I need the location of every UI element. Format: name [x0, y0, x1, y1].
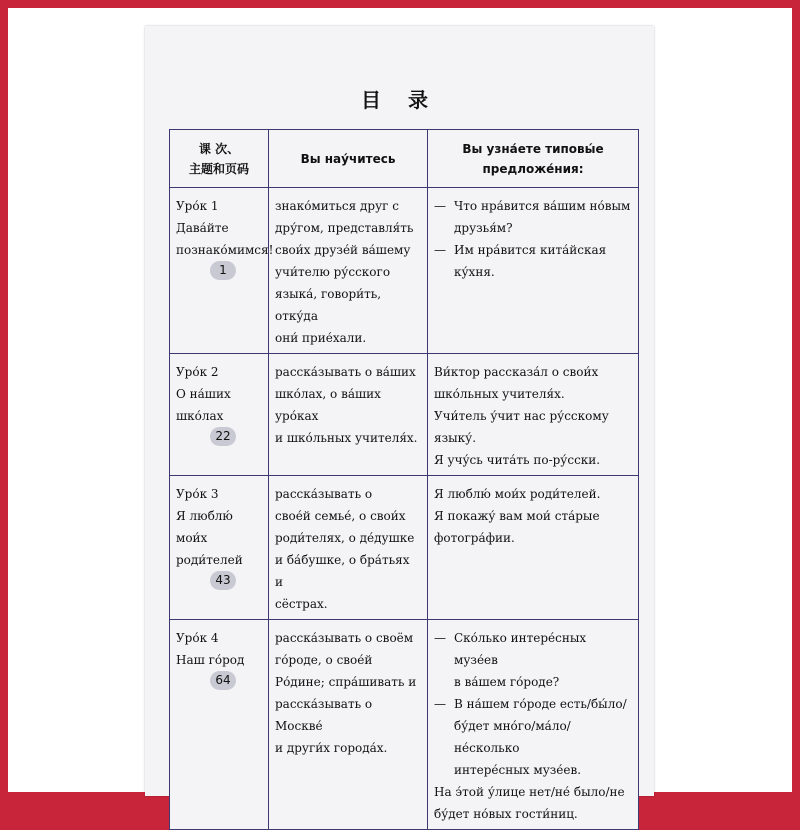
example-text: в ва́шем го́роде? [454, 675, 560, 689]
lesson-cell [170, 188, 274, 354]
header-skills: Вы нау́читесь [269, 130, 428, 188]
lesson-cell [170, 620, 269, 830]
example-text: Ско́лько интере́сных музе́ев [454, 631, 587, 667]
example-text: бу́дет мно́го/ма́ло/не́сколько [454, 719, 571, 755]
lesson-number: Уро́к 3 [176, 487, 219, 501]
skills-line: расска́зывать о [275, 487, 373, 501]
example-text: ку́хня. [454, 265, 495, 279]
lesson-title-line: Я люблю́ мои́х [176, 509, 233, 545]
example-line [434, 427, 632, 449]
example-line [434, 483, 632, 505]
lesson-title-line: шко́лах [176, 409, 224, 423]
example-text: Что нра́вится ва́шим но́вым [454, 199, 631, 213]
lesson-title-line: Наш го́род [176, 653, 245, 667]
dash-marker: — [434, 697, 446, 711]
lesson-row [170, 188, 639, 354]
lesson-title-line: познако́мимся! [176, 243, 274, 257]
examples-cell [428, 620, 639, 830]
dash-marker: — [434, 199, 446, 213]
example-line [434, 627, 632, 671]
skills-line: они́ прие́хали. [275, 331, 367, 345]
lesson-cell [170, 476, 269, 620]
skills-cell [269, 354, 428, 476]
example-line [434, 759, 632, 781]
contents-table [169, 129, 639, 830]
skills-line: и ба́бушке, о бра́тьях и [275, 553, 410, 589]
skills-line: расска́зывать о своём [275, 631, 414, 645]
header-examples-line: Вы узна́ете типовы́е [462, 141, 604, 156]
skills-line: и шко́льных учителя́х. [275, 431, 418, 445]
skills-cell [269, 620, 428, 830]
page-number-badge: 1 [210, 261, 236, 280]
example-text: интере́сных музе́ев. [454, 763, 582, 777]
skills-line: языка́, говори́ть, отку́да [275, 287, 382, 323]
dash-marker [434, 217, 454, 239]
lesson-number: Уро́к 1 [176, 199, 219, 213]
skills-line: расска́зывать о Москве́ [275, 697, 373, 733]
dash-marker: — [434, 243, 446, 257]
example-text: шко́льных учителя́х. [434, 387, 565, 401]
example-text: Я люблю́ мои́х роди́телей. [434, 487, 601, 501]
example-line [434, 803, 632, 825]
header-examples [428, 130, 639, 188]
lesson-number: Уро́к 4 [176, 631, 219, 645]
lesson-title-line: роди́телей [176, 553, 243, 567]
example-line [434, 715, 632, 759]
dash-marker [434, 715, 454, 759]
page-number-badge: 64 [210, 671, 236, 690]
skills-line: го́роде, о свое́й [275, 653, 373, 667]
header-lesson-line: 主题和页码 [188, 161, 249, 176]
lesson-row [170, 476, 639, 620]
page-number-badge: 43 [210, 571, 236, 590]
header-lesson-line: 课 次、 [198, 141, 240, 156]
example-line [434, 261, 632, 283]
example-line [434, 505, 632, 527]
example-text: Ви́ктор рассказа́л о свои́х [434, 365, 599, 379]
skills-cell [269, 476, 428, 620]
skills-line: дру́гом, представля́ть [275, 221, 414, 235]
skills-line: свое́й семье́, о свои́х [275, 509, 406, 523]
example-line [434, 449, 632, 471]
header-row [170, 130, 639, 188]
header-examples-line: предложе́ния: [482, 161, 584, 176]
lesson-title-line: Дава́йте [176, 221, 229, 235]
skills-line: и други́х города́х. [275, 741, 388, 755]
dash-marker: — [434, 631, 446, 645]
example-line [434, 383, 632, 405]
header-lesson [170, 130, 269, 188]
skills-line: знако́миться друг с [275, 199, 399, 213]
dash-marker [434, 261, 454, 283]
lesson-number: Уро́к 2 [176, 365, 219, 379]
examples-cell [428, 354, 639, 476]
skills-line: роди́телях, о де́душке [275, 531, 415, 545]
book-page [145, 26, 654, 821]
skills-line: учи́телю ру́сского [275, 265, 391, 279]
example-line [434, 527, 632, 549]
lesson-cell [170, 354, 269, 476]
skills-line: сёстрах. [275, 597, 328, 611]
lesson-row [170, 620, 639, 830]
example-text: Я учу́сь чита́ть по-ру́сски. [434, 453, 601, 467]
skills-line: шко́лах, о ва́ших уро́ках [275, 387, 381, 423]
examples-cell [428, 476, 639, 620]
example-text: В на́шем го́роде есть/бы́ло/ [454, 697, 627, 711]
skills-line: расска́зывать о ва́ших [275, 365, 416, 379]
example-text: языку́. [434, 431, 477, 445]
example-text: друзья́м? [454, 221, 513, 235]
example-text: Им нра́вится кита́йская [454, 243, 607, 257]
skills-line: Ро́дине; спра́шивать и [275, 675, 417, 689]
example-line [434, 693, 632, 715]
skills-line: свои́х друзе́й ва́шему [275, 243, 411, 257]
example-line [434, 239, 632, 261]
example-line [434, 217, 632, 239]
page-title: 目 录 [361, 88, 438, 112]
lesson-title-line: О на́ших [176, 387, 231, 401]
example-text: фотогра́фии. [434, 531, 515, 545]
example-text: Я покажу́ вам мои́ ста́рые [434, 509, 600, 523]
example-line [434, 361, 632, 383]
example-text: Учи́тель у́чит нас ру́сскому [434, 409, 609, 423]
dash-marker [434, 759, 454, 781]
example-line [434, 195, 632, 217]
examples-cell [428, 188, 639, 354]
example-line [434, 671, 632, 693]
example-text: На э́той у́лице нет/не́ было/не [434, 785, 625, 799]
lesson-row [170, 354, 639, 476]
example-line [434, 405, 632, 427]
dash-marker [434, 671, 454, 693]
page-number-badge: 22 [210, 427, 236, 446]
example-text: бу́дет но́вых гости́ниц. [434, 807, 578, 821]
skills-cell [269, 188, 428, 354]
